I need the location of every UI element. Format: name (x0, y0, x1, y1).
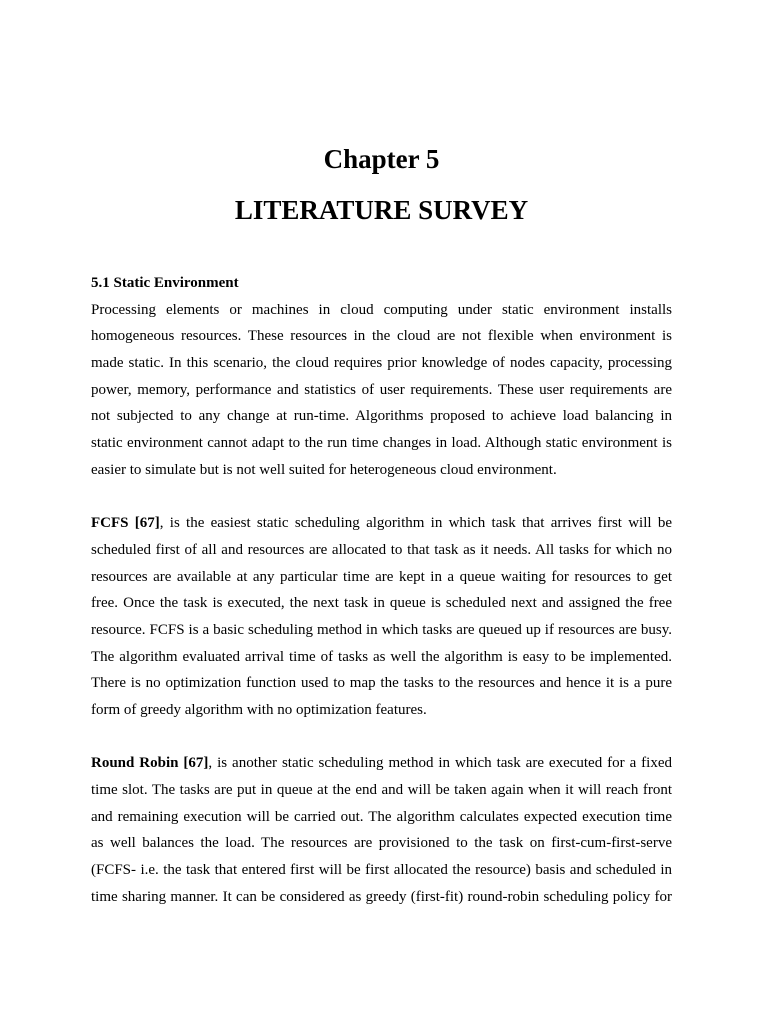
text-line (91, 750, 672, 777)
text-line: made static. In this scenario, the cloud requires prior knowledge of nodes capacity, processing (91, 355, 672, 372)
text-line-rest: , is the easiest static scheduling algorithm in which task that arrives first will be (159, 515, 672, 532)
text-line: time slot. The tasks are put in queue at the end and will be taken again when it will reach front (91, 782, 672, 799)
text-line: as well balances the load. The resources are provisioned to the task on first-cum-first-serve (91, 835, 672, 852)
text-line-rest: , is another static scheduling method in which task are executed for a fixed (208, 755, 672, 772)
text-line: free. Once the task is executed, the next task in queue is scheduled next and assigned the free (91, 595, 672, 612)
text-line: (FCFS- i.e. the task that entered first will be first allocated the resource) basis and scheduled in (91, 862, 672, 879)
term-fcfs: FCFS [67] (91, 515, 160, 532)
paragraph-fcfs (91, 510, 672, 724)
text-line: scheduled first of all and resources are allocated to that task as it needs. All tasks for which no (91, 541, 672, 558)
chapter-title: LITERATURE SURVEY (234, 195, 529, 225)
text-line: not subjected to any change at run-time. Algorithms proposed to achieve load balancing in (91, 408, 672, 425)
text-line: The algorithm evaluated arrival time of tasks as well the algorithm is easy to be implemented. (91, 648, 672, 665)
text-line (91, 510, 672, 537)
chapter-number: Chapter 5 (323, 144, 440, 174)
paragraph-static-environment (91, 297, 672, 484)
text-line: static environment cannot adapt to the run time changes in load. Although static environment is (91, 435, 672, 452)
text-line: easier to simulate but is not well suited for heterogeneous cloud environment. (91, 461, 557, 478)
text-line: time sharing manner. It can be considered as greedy (first-fit) round-robin scheduling policy for (91, 888, 672, 905)
text-line: Processing elements or machines in cloud computing under static environment installs (91, 301, 672, 318)
paragraph-round-robin (91, 750, 672, 910)
text-line: There is no optimization function used to map the tasks to the resources and hence it is a pure (91, 675, 672, 692)
text-line: and remaining execution will be carried out. The algorithm calculates expected execution time (91, 808, 672, 825)
text-line: power, memory, performance and statistics of user requirements. These user requirements are (91, 381, 672, 398)
section-heading: 5.1 Static Environment (91, 275, 239, 291)
section-body (91, 270, 672, 911)
text-line: resources are available at any particular time are kept in a queue waiting for resources to get (91, 568, 672, 585)
term-round-robin: Round Robin [67] (91, 755, 209, 772)
text-line: homogeneous resources. These resources in the cloud are not flexible when environment is (91, 328, 672, 345)
text-line: resource. FCFS is a basic scheduling method in which tasks are queued up if resources are busy. (91, 621, 672, 638)
text-line: form of greedy algorithm with no optimization features. (91, 702, 427, 718)
